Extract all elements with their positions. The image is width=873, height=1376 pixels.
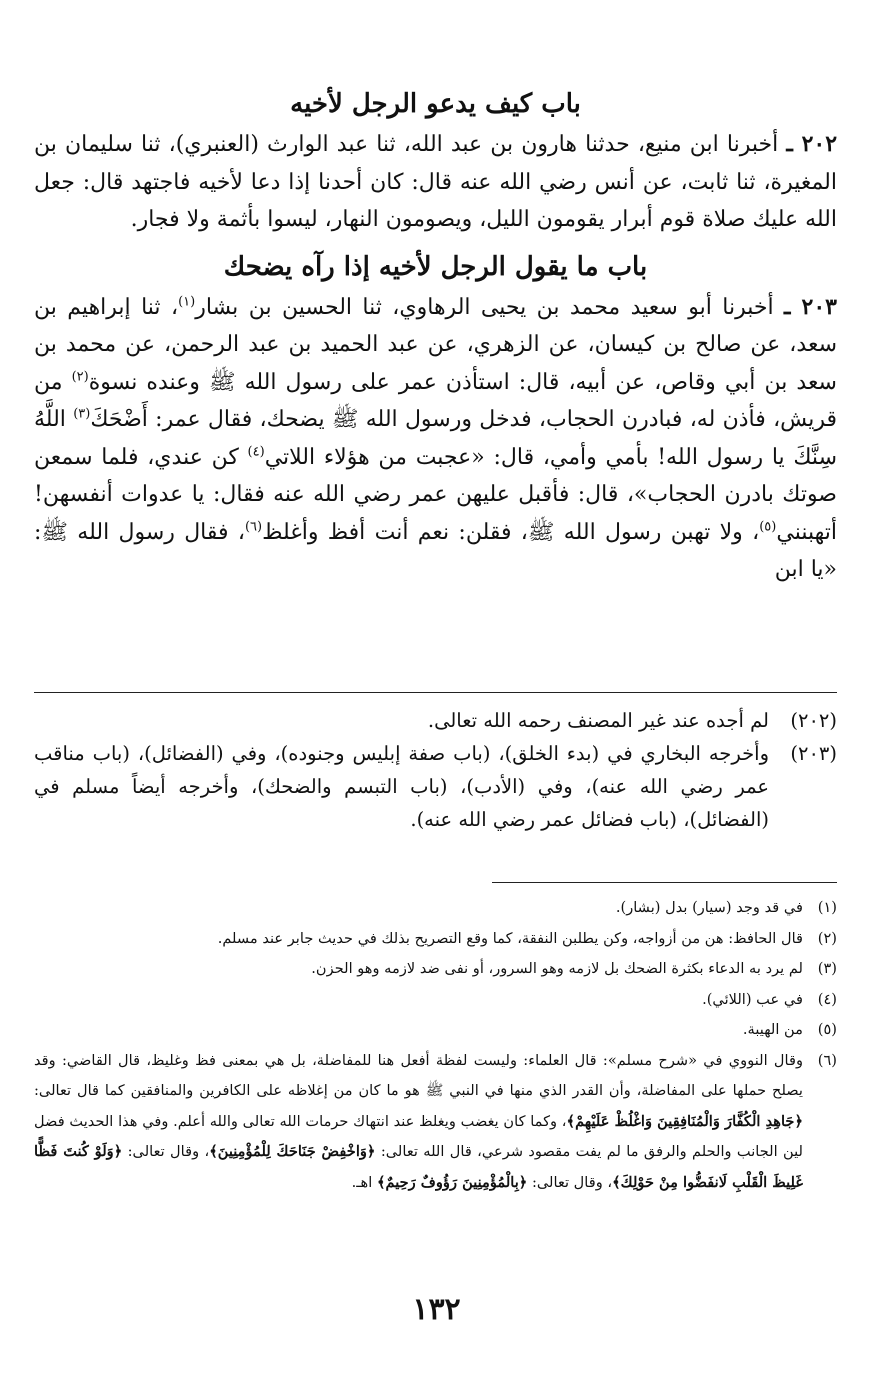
footnote-label: (٦): [817, 1051, 837, 1069]
footnote-text-part: اهـ.: [351, 1173, 377, 1191]
hadith-text-part: اللَّهُ سِنَّكَ يا رسول الله! بأمي وأمي، قال: «عجبت من هؤلاء اللاتي: [34, 407, 837, 470]
footnote-marker-6: (٦): [244, 519, 263, 535]
page-number: ١٣٢: [412, 1292, 461, 1327]
footnote-marker-4: (٤): [247, 444, 265, 460]
footnotes: [34, 893, 837, 1198]
note-label: (٢٠٣): [790, 742, 837, 765]
footnote-marker-2: (٢): [71, 369, 89, 385]
footnote-label: (٢): [817, 929, 837, 947]
footnote-marker-5: (٥): [759, 519, 777, 535]
footnote-text: في قد وجد (سيار) بدل (بشار).: [615, 899, 803, 916]
footnote-text: لم يرد به الدعاء بكثرة الضحك بل لازمه وهو السرور، أو نفى ضد لازمه وهو الحزن.: [311, 960, 803, 977]
note-text: وأخرجه البخاري في (بدء الخلق)، (باب صفة إبليس وجنوده)، وفي (الفضائل)، (باب مناقب عمر رضي الله عنه)، وفي (الأدب)، (باب التبسم والضحك)، وأخرجه أيضاً مسلم في (الفضائل)، (باب فضائل عمر رضي الله عنه).: [34, 742, 769, 831]
footnote-3: [34, 954, 837, 985]
footnote-separator-small: [492, 882, 837, 883]
quran-verse: ﴿وَلَوْ كُنتَ فَظًّا غَلِيظَ الْقَلْبِ لَانفَضُّوا مِنْ حَوْلِكَ﴾: [34, 1143, 803, 1191]
chapter-heading-202: باب كيف يدعو الرجل لأخيه: [290, 89, 581, 119]
footnote-text-part: ، وقال تعالى:: [122, 1143, 210, 1160]
footnote-text-part: وقال النووي في «شرح مسلم»: قال العلماء: وليست لفظة أفعل هنا للمفاضلة، بل هي بمعنى فظ وغليظ، قال القاضي: وقد يصلح حملها على المفاضلة، وأن القدر الذي منها في النبي ﷺ هو ما كان من إغلاظه على الكافرين والمنافقين كما قال تعالى:: [34, 1051, 803, 1099]
footnote-6: [34, 1046, 837, 1199]
footnote-5: [34, 1015, 837, 1046]
hadith-text-part: كن عندي، فلما سمعن صوتك بادرن الحجاب»، قال: فأقبل عليهن عمر رضي الله عنه فقال: يا عدوات أنفسهن! أتهبنني: [34, 444, 837, 545]
footnote-2: [34, 924, 837, 955]
footnote-text-part: ، وكما كان يغضب ويغلظ عند انتهاك حرمات الله تعالى والله أعلم. وفي هذا الحديث فضل لين الجانب والحلم والرفق ما لم يفت مقصود شرعي، قال الله تعالى:: [34, 1112, 803, 1160]
footnote-label: (٣): [817, 960, 837, 977]
footnote-1: [34, 893, 837, 924]
quran-verse: ﴿بِالْمُؤْمِنِينَ رَؤُوفٌ رَحِيمٌ﴾: [376, 1173, 528, 1191]
hadith-202: [34, 126, 837, 239]
takhrij-notes: [34, 704, 837, 836]
quran-verse: ﴿وَاخْفِضْ جَنَاحَكَ لِلْمُؤْمِنِينَ﴾: [209, 1143, 376, 1160]
note-text: لم أجده عند غير المصنف رحمه الله تعالى.: [427, 709, 769, 732]
hadith-text-part: ، فقال رسول الله ﷺ: «يا ابن: [34, 519, 837, 582]
main-text: [34, 82, 837, 589]
quran-verse: ﴿جَاهِدِ الْكُفَّارَ وَالْمُنَافِقِينَ وَاغْلُظْ عَلَيْهِمْ﴾: [566, 1112, 803, 1130]
hadith-number-202: ٢٠٢ ـ: [786, 131, 838, 157]
takhrij-note-203: [34, 737, 837, 836]
hadith-text-part: ، ولا تهبن رسول الله ﷺ، فقلن: نعم أنت أفظ وأغلظ: [262, 519, 760, 545]
footnote-label: (١): [817, 899, 837, 916]
hadith-number-203: ٢٠٣ ـ: [784, 293, 837, 320]
hadith-text-part: أخبرنا أبو سعيد محمد بن يحيى الرهاوي، ثنا الحسين بن بشار: [195, 294, 774, 320]
footnote-text: في عب (اللائي).: [702, 990, 803, 1008]
footnote-text: قال الحافظ: هن من أزواجه، وكن يطلبن النفقة، كما وقع التصريح بذلك في حديث جابر عند مسلم.: [217, 929, 803, 947]
hadith-text-202: أخبرنا ابن منيع، حدثنا هارون بن عبد الله، ثنا عبد الوارث (العنبري)، ثنا سليمان بن المغيرة، ثنا ثابت، عن أنس رضي الله عنه قال: كان أحدنا إذا دعا لأخيه فاجتهد قال: جعل الله عليك صلاة قوم أبرار يقومون الليل، ويصومون النهار، ليسوا بأثمة ولا فجار.: [34, 132, 837, 232]
footnote-text-part: ، وقال تعالى:: [527, 1173, 613, 1191]
footnote-label: (٤): [817, 990, 837, 1008]
footnote-4: [34, 985, 837, 1016]
footnote-text: من الهيبة.: [742, 1021, 803, 1038]
footnote-label: (٥): [817, 1021, 837, 1038]
hadith-text-part: ، ثنا إبراهيم بن سعد، عن صالح بن كيسان، عن الزهري، عن عبد الحميد بن عبد الرحمن، عن محمد بن سعد بن أبي وقاص، عن أبيه، قال: استأذن عمر على رسول الله ﷺ وعنده نسوة: [34, 294, 837, 395]
takhrij-note-202: [34, 704, 837, 737]
hadith-text-part: من قريش، فأذن له، فبادرن الحجاب، فدخل ورسول الله ﷺ يضحك، فقال عمر: أَضْحَكَ: [34, 369, 837, 432]
footnote-separator-main: [34, 692, 837, 693]
chapter-heading-203: باب ما يقول الرجل لأخيه إذا رآه يضحك: [223, 251, 648, 282]
note-label: (٢٠٢): [790, 709, 837, 732]
footnote-marker-3: (٣): [73, 406, 91, 422]
hadith-203: [34, 289, 837, 589]
footnote-marker-1: (١): [178, 294, 196, 310]
